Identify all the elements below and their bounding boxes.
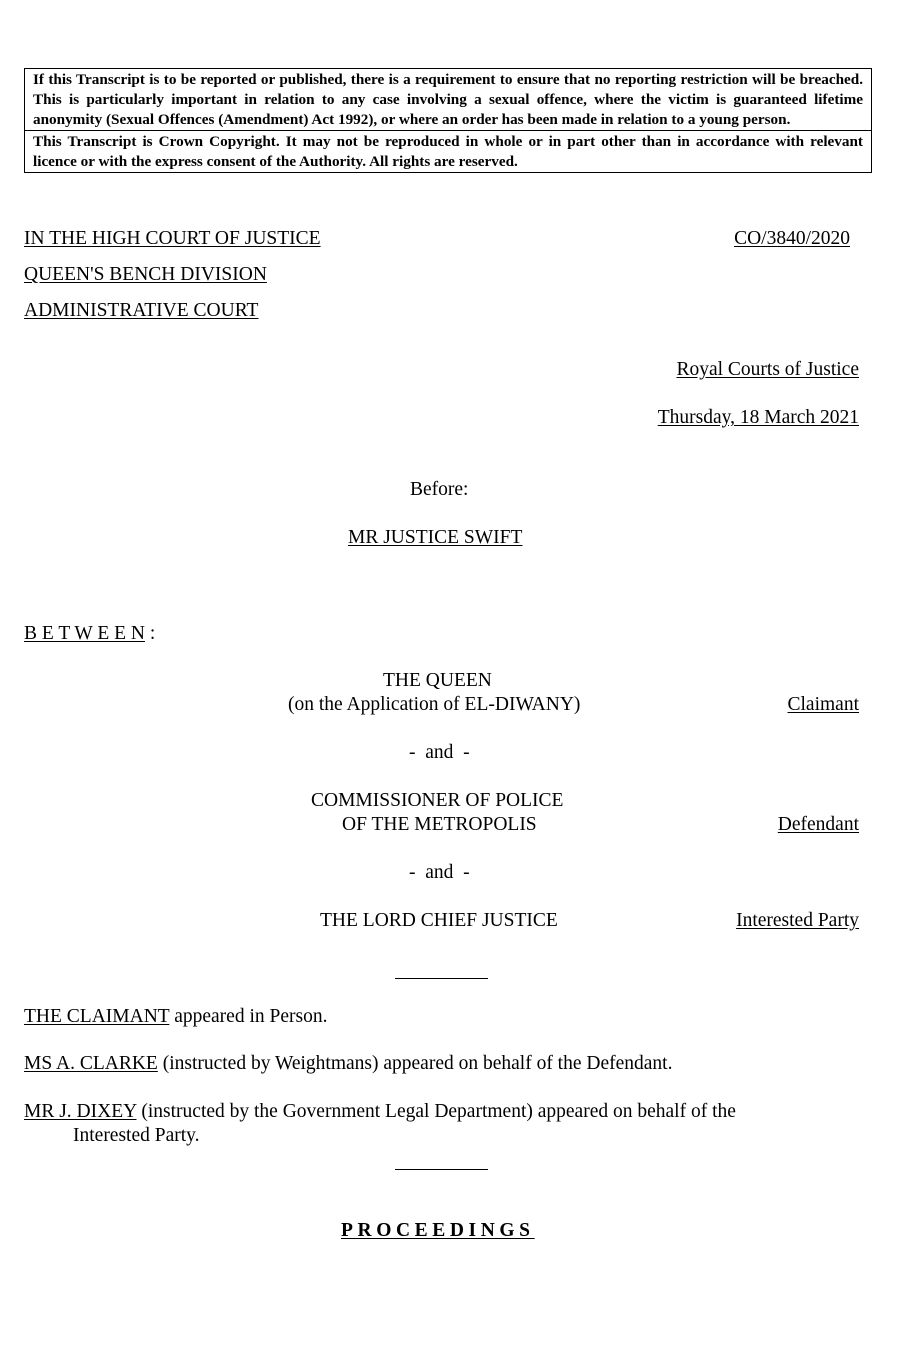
defendant-appearance (24, 1052, 672, 1076)
transcript-notice-box (24, 68, 872, 173)
case-number: CO/3840/2020 (734, 228, 850, 249)
between-heading (24, 622, 155, 646)
interested-appearance-text-line1: (instructed by the Government Legal Department) appeared on behalf of the (136, 1101, 736, 1122)
proceedings-heading: PROCEEDINGS (341, 1220, 535, 1241)
claimant-appearance-text: appeared in Person. (169, 1006, 328, 1027)
claimant-appearance-name: THE CLAIMANT (24, 1006, 170, 1027)
claimant-application: (on the Application of EL-DIWANY) (288, 694, 581, 715)
section-divider-2 (395, 1169, 488, 1170)
court-name: IN THE HIGH COURT OF JUSTICE (24, 228, 321, 249)
claimant-name: THE QUEEN (383, 670, 492, 691)
claimant-role: Claimant (787, 694, 859, 715)
defendant-counsel-name: MS A. CLARKE (24, 1053, 158, 1074)
hearing-date: Thursday, 18 March 2021 (657, 407, 859, 428)
claimant-appearance (24, 1005, 327, 1029)
court-venue: Royal Courts of Justice (676, 359, 859, 380)
interested-counsel-name: MR J. DIXEY (24, 1101, 137, 1122)
crown-copyright-notice: This Transcript is Crown Copyright. It may not be reproduced in whole or in part other than in accordance with relevant licence or with the express consent of the Authority. All rights are reserved. (25, 130, 871, 172)
section-divider-1 (395, 978, 488, 979)
interested-appearance-text-line2: Interested Party. (73, 1125, 200, 1146)
defendant-name-line2: OF THE METROPOLIS (342, 814, 537, 835)
defendant-name-line1: COMMISSIONER OF POLICE (311, 790, 564, 811)
defendant-appearance-text: (instructed by Weightmans) appeared on behalf of the Defendant. (157, 1053, 673, 1074)
defendant-role: Defendant (777, 814, 859, 835)
between-label: B E T W E E N (24, 623, 145, 644)
court-division: QUEEN'S BENCH DIVISION (24, 264, 267, 285)
reporting-restriction-notice: If this Transcript is to be reported or published, there is a requirement to ensure that no reporting restriction will be breached. This is particularly important in relation to any case involving a sexual offence, where the victim is guaranteed lifetime anonymity (Sexual Offences (Amendment) Act 1992), or where an order has been made in relation to a young person. (33, 71, 863, 128)
interested-party-appearance (24, 1100, 736, 1124)
interested-party-role: Interested Party (736, 910, 859, 931)
before-label: Before: (410, 479, 469, 500)
and-separator-2: - and - (409, 862, 470, 883)
court-subdivision: ADMINISTRATIVE COURT (24, 300, 259, 321)
and-separator-1: - and - (409, 742, 470, 763)
interested-party-name: THE LORD CHIEF JUSTICE (320, 910, 558, 931)
between-colon: : (144, 623, 156, 644)
judge-name: MR JUSTICE SWIFT (348, 527, 523, 548)
